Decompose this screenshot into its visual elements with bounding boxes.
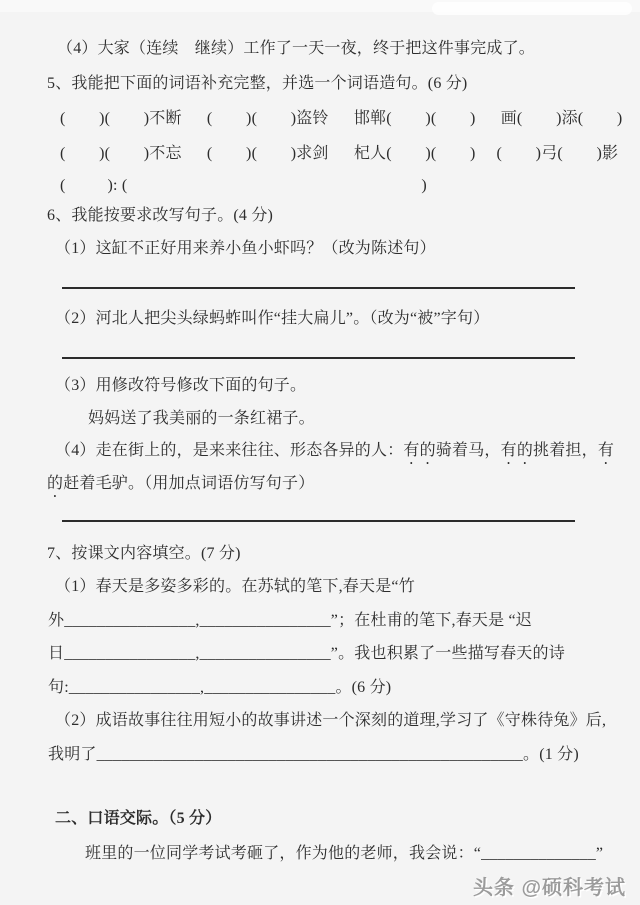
q7-item-1-line-1: （1）春天是多姿多彩的。在苏轼的笔下,春天是“竹 [55,578,415,595]
q6-item-4-emphasized-3: 有 [597,442,615,459]
q7-item-1-line-2: 外________________,________________”；在杜甫的笔下,春天是 “迟 [48,612,533,629]
q6-item-4-emphasized-4: 的 [47,475,64,492]
q6-item-4-emphasized-2: 有的 [500,442,534,459]
q6-item-4-emphasized-1: 有的 [403,442,436,459]
watermark: 头条 @硕科考试 [472,877,626,899]
q6-item-4-text-1: （4）走在街上的，是来来往往、形态各异的人： [55,442,404,459]
q7-item-2-line-2: 我明了____________________________________________________。(1 分) [48,746,579,763]
q5-idiom-row-2: ( )( )不忘 ( )( )求剑 杞人( )( ) ( )弓( )影 [60,145,619,162]
section-2-prompt: 班里的一位同学考试考砸了，作为他的老师，我会说：“______________” [85,845,604,862]
q6-item-4-text-4: 赶着毛驴。（用加点词语仿写句子） [63,475,315,492]
q6-item-4-line-2 [47,473,314,495]
answer-line-2 [62,357,575,359]
q6-item-3-sentence: 妈妈送了我美丽的一条红裙子。 [88,410,315,427]
answer-line-3 [62,520,575,522]
q5-idiom-row-1: ( )( )不断 ( )( )盗铃 邯郸( )( ) 画( )添( ) [60,110,623,127]
top-highlight-blob [432,2,632,15]
q6-title: 6、我能按要求改写句子。(4 分) [47,207,274,224]
section-2-heading: 二、口语交际。（5 分） [55,810,222,827]
q6-item-1: （1）这缸不正好用来养小鱼小虾吗？（改为陈述句） [55,240,436,257]
q6-item-2: （2）河北人把尖头绿蚂蚱叫作“挂大扁儿”。（改为“被”字句） [55,310,490,327]
q7-item-1-line-4: 句:________________,________________。(6 分) [48,679,392,696]
q6-item-4-text-3: 挑着担， [533,442,598,459]
q5-title: 5、我能把下面的词语补充完整，并选一个词语造句。(6 分) [47,75,468,92]
q6-item-3-title: （3）用修改符号修改下面的句子。 [55,377,307,394]
q6-item-4-line-1 [55,440,614,462]
q5-sentence-row: ( ): ( ) [60,177,427,194]
q6-item-4-text-2: 骑着马， [435,442,501,459]
q7-item-1-line-3: 日________________,________________”。我也积累了一些描写春天的诗 [48,645,565,662]
q7-title: 7、按课文内容填空。(7 分) [47,545,241,562]
answer-line-1 [62,287,575,289]
q4-option-sentence: （4）大家（连续 继续）工作了一天一夜，终于把这件事完成了。 [57,40,536,57]
q7-item-2-line-1: （2）成语故事往往用短小的故事讲述一个深刻的道理,学习了《守株待兔》后, [55,712,607,729]
